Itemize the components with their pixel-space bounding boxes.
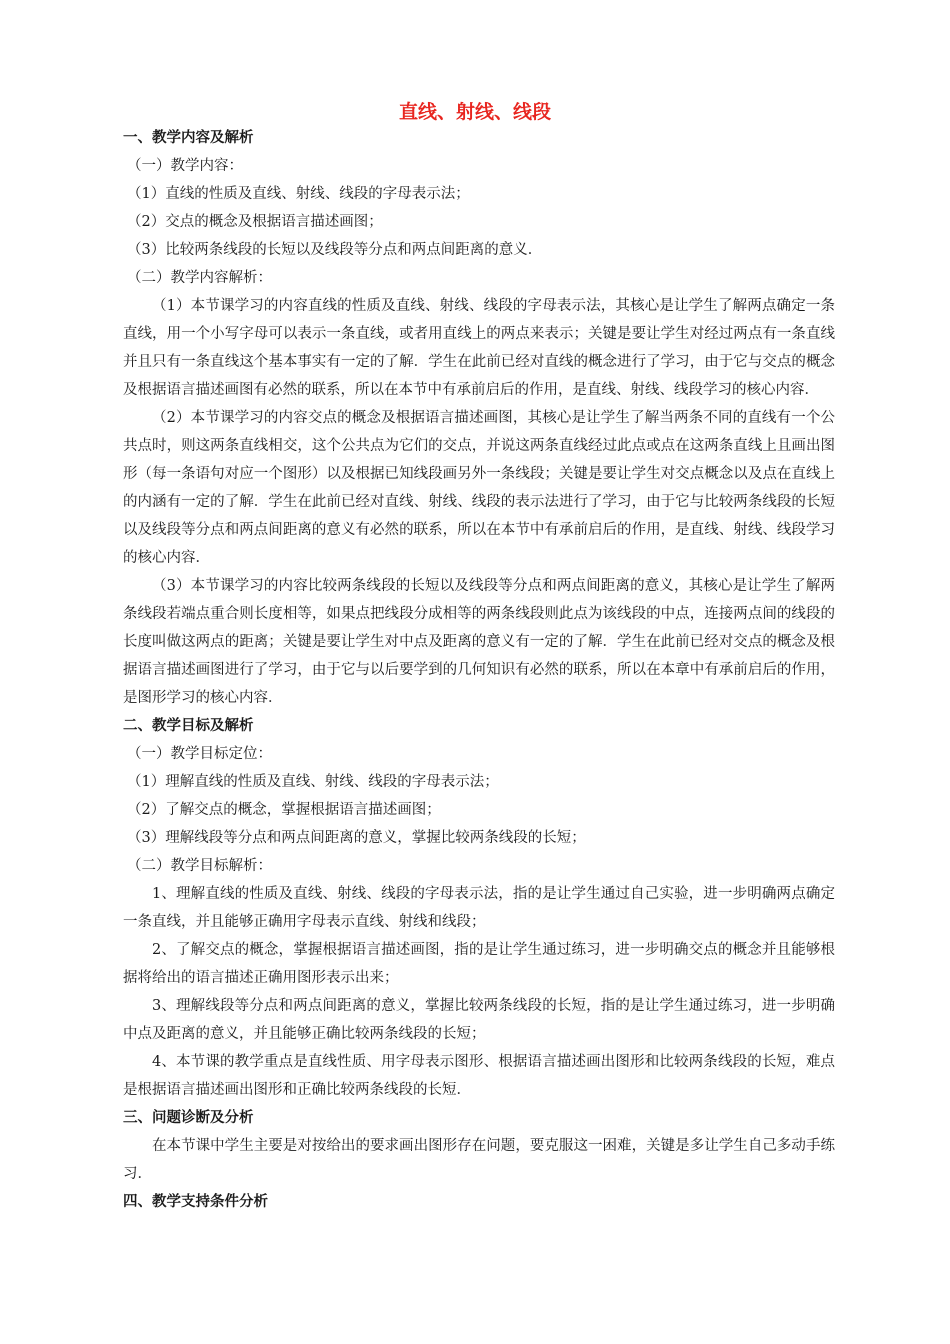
list-item: （3）理解线段等分点和两点间距离的意义，掌握比较两条线段的长短； — [127, 830, 586, 846]
paragraph: 2、了解交点的概念，掌握根据语言描述画图，指的是让学生通过练习，进一步明确交点的概念并且能够根据将给出的语言描述正确用图形表示出来； — [123, 942, 835, 986]
paragraph: （3）本节课学习的内容比较两条线段的长短以及线段等分点和两点间距离的意义，其核心是让学生了解两条线段若端点重合则长度相等，如果点把线段分成相等的两条线段则此点为该线段的中点，连接两点间的线段的长度叫做这两点的距离；关键是要让学生对中点及距离的意义有一定的了解．学生在此前已经对交点的概念及根据语言描述画图进行了学习，由于它与以后要学到的几何知识有必然的联系，所以在本章中有承前启后的作用，是图形学习的核心内容． — [123, 578, 835, 706]
subheading: （二）教学目标解析： — [127, 858, 272, 874]
list-item: （3）比较两条线段的长短以及线段等分点和两点间距离的意义． — [127, 242, 543, 258]
list-item: （2）了解交点的概念，掌握根据语言描述画图； — [127, 802, 441, 818]
subheading: （一）教学目标定位： — [127, 746, 272, 762]
list-item: （1）直线的性质及直线、射线、线段的字母表示法； — [127, 186, 470, 202]
paragraph: 1、理解直线的性质及直线、射线、线段的字母表示法，指的是让学生通过自己实验，进一步明确两点确定一条直线，并且能够正确用字母表示直线、射线和线段； — [123, 886, 835, 930]
section-heading-2: 二、教学目标及解析 — [123, 717, 254, 734]
paragraph: （1）本节课学习的内容直线的性质及直线、射线、线段的字母表示法，其核心是让学生了解两点确定一条直线，用一个小写字母可以表示一条直线，或者用直线上的两点来表示；关键是要让学生对经过两点有一条直线并且只有一条直线这个基本事实有一定的了解．学生在此前已经对直线的概念进行了学习，由于它与交点的概念及根据语言描述画图有必然的联系，所以在本节中有承前启后的作用，是直线、射线、线段学习的核心内容． — [123, 298, 835, 398]
paragraph: 4、本节课的教学重点是直线性质、用字母表示图形、根据语言描述画出图形和比较两条线段的长短，难点是根据语言描述画出图形和正确比较两条线段的长短． — [123, 1054, 835, 1098]
subheading: （一）教学内容： — [127, 158, 243, 174]
section-heading-1: 一、教学内容及解析 — [123, 129, 254, 146]
list-item: （1）理解直线的性质及直线、射线、线段的字母表示法； — [127, 774, 499, 790]
page-title: 直线、射线、线段 — [398, 101, 551, 123]
paragraph: （2）本节课学习的内容交点的概念及根据语言描述画图，其核心是让学生了解当两条不同的直线有一个公共点时，则这两条直线相交，这个公共点为它们的交点，并说这两条直线经过此点或点在这两条直线上且画出图形（每一条语句对应一个图形）以及根据已知线段画另外一条线段；关键是要让学生对交点概念以及点在直线上的内涵有一定的了解．学生在此前已经对直线、射线、线段的表示法进行了学习，由于它与比较两条线段的长短以及线段等分点和两点间距离的意义有必然的联系，所以在本节中有承前启后的作用，是直线、射线、线段学习的核心内容． — [123, 410, 835, 566]
paragraph: 在本节课中学生主要是对按给出的要求画出图形存在问题，要克服这一困难，关键是多让学生自己多动手练习． — [123, 1138, 835, 1182]
section-heading-3: 三、问题诊断及分析 — [123, 1109, 254, 1126]
paragraph: 3、理解线段等分点和两点间距离的意义，掌握比较两条线段的长短，指的是让学生通过练习，进一步明确中点及距离的意义，并且能够正确比较两条线段的长短； — [123, 998, 835, 1042]
section-heading-4: 四、教学支持条件分析 — [123, 1193, 268, 1210]
list-item: （2）交点的概念及根据语言描述画图； — [127, 214, 383, 230]
document-body — [123, 124, 835, 1216]
subheading: （二）教学内容解析： — [127, 270, 272, 286]
